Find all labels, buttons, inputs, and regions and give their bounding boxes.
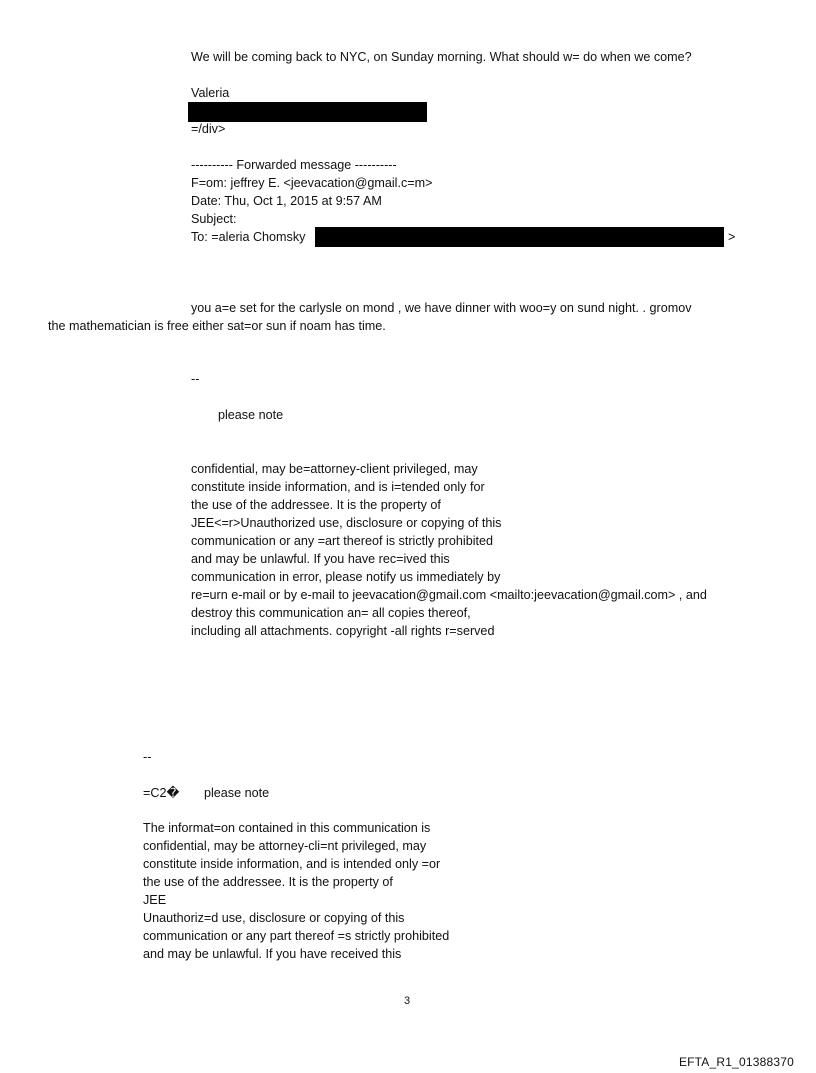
signature-dashes: --: [191, 372, 200, 386]
disclaimer-line: constitute inside information, and is i=tended only for: [191, 480, 485, 494]
disclaimer-line: the use of the addressee. It is the property of: [143, 875, 393, 889]
body-line: the mathematician is free either sat=or sun if noam has time.: [48, 319, 386, 333]
disclaimer-line: and may be unlawful. If you have received this: [143, 947, 402, 961]
header-date: Date: Thu, Oct 1, 2015 at 9:57 AM: [191, 194, 382, 208]
disclaimer-line: the use of the addressee. It is the property of: [191, 498, 441, 512]
disclaimer-line: including all attachments. copyright -all rights r=served: [191, 624, 495, 638]
disclaimer-line: The informat=on contained in this communication is: [143, 821, 431, 835]
html-artifact: =/div>: [191, 122, 226, 136]
disclaimer-line: confidential, may be=attorney-client privileged, may: [191, 462, 478, 476]
message-line: We will be coming back to NYC, on Sunday morning. What should w= do when we come?: [191, 50, 692, 64]
header-from: F=om: jeffrey E. <jeevacation@gmail.c=m>: [191, 176, 433, 190]
disclaimer-line: and may be unlawful. If you have rec=ived this: [191, 552, 450, 566]
disclaimer-line: confidential, may be attorney-cli=nt privileged, may: [143, 839, 427, 853]
disclaimer-line: communication in error, please notify us immediately by: [191, 570, 501, 584]
body-line: you a=e set for the carlysle on mond , we have dinner with woo=y on sund night. . gromov: [191, 301, 692, 315]
disclaimer-line: JEE: [143, 893, 167, 907]
disclaimer-line: communication or any =art thereof is strictly prohibited: [191, 534, 494, 548]
encoding-artifact: =C2�: [143, 786, 180, 800]
redaction-bar: [188, 102, 427, 122]
disclaimer-line: Unauthoriz=d use, disclosure or copying of this: [143, 911, 405, 925]
redaction-bar: [315, 227, 724, 247]
disclaimer-line: communication or any part thereof =s strictly prohibited: [143, 929, 450, 943]
disclaimer-line: re=urn e-mail or by e-mail to jeevacation@gmail.com <mailto:jeevacation@gmail.com> , and: [191, 588, 707, 602]
header-subject: Subject:: [191, 212, 237, 226]
forwarded-separator: ---------- Forwarded message ----------: [191, 158, 397, 172]
please-note: please note: [204, 786, 270, 800]
disclaimer-line: JEE<=r>Unauthorized use, disclosure or copying of this: [191, 516, 502, 530]
header-to: To: =aleria Chomsky: [191, 230, 306, 244]
page-number: 3: [404, 995, 411, 1007]
disclaimer-line: destroy this communication an= all copies thereof,: [191, 606, 471, 620]
bates-number: EFTA_R1_01388370: [678, 1055, 794, 1069]
signature-dashes: --: [143, 750, 152, 764]
header-to-close: >: [728, 230, 736, 244]
please-note: please note: [218, 408, 284, 422]
signature-name: Valeria: [191, 86, 230, 100]
disclaimer-line: constitute inside information, and is intended only =or: [143, 857, 441, 871]
